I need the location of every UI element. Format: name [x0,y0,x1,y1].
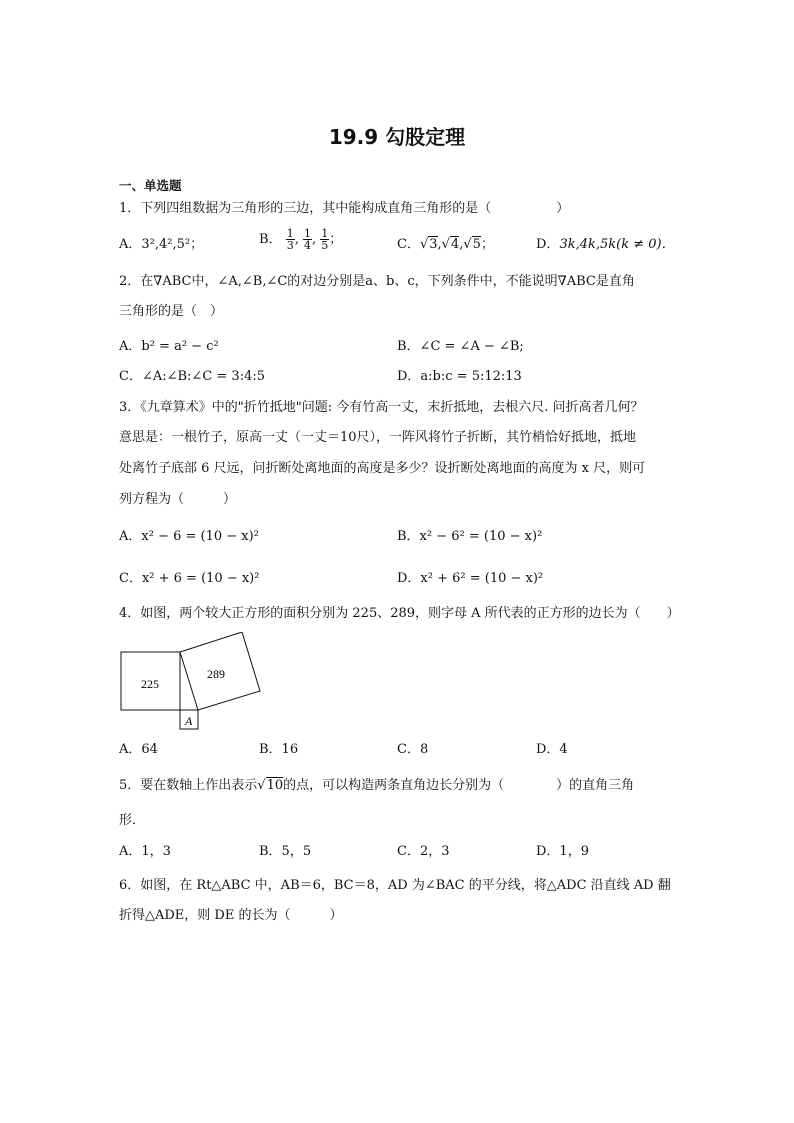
q1-option-b: B． $\frac{1}{3}$ , $\frac{1}{4}$ , $\frac{1}{5}$ ； [259,227,343,252]
q1-option-a: A．3²,4²,5²； [119,237,204,252]
q3-option-a: A．x² − 6 = (10 − x)² [119,529,259,544]
q4-squares-figure [115,632,265,734]
square-289-label: 289 [207,667,225,681]
q2-stem-line2: 三角形的是（ ） [119,304,224,319]
q3-option-b: B．x² − 6² = (10 − x)² [397,529,543,544]
q2-option-a: A．b² = a² − c² [119,339,219,354]
q4-stem: 4．如图，两个较大正方形的面积分别为 225、289，则字母 A 所代表的正方形的边长为（ ） [119,606,680,621]
q5-option-d: D．1，9 [536,844,589,859]
q1-stem: 1．下列四组数据为三角形的三边，其中能构成直角三角形的是（ ） [119,201,570,216]
q5-stem-line2: 形． [119,813,146,828]
q2-option-b: B．∠C = ∠A − ∠B; [397,339,524,354]
q5-stem-line1: 5．要在数轴上作出表示√10的点，可以构造两条直角边长分别为（ ）的直角三角 [119,778,635,793]
section-heading: 一、单选题 [119,178,182,193]
q3-option-c: C．x² + 6 = (10 − x)² [119,571,260,586]
q5-option-a: A．1，3 [119,844,171,859]
q5-option-b: B．5，5 [259,844,312,859]
q6-line1: 6．如图，在 Rt△ABC 中，AB＝6，BC＝8，AD 为∠BAC 的平分线，将△ADC 沿直线 AD 翻 [119,878,671,893]
q4-option-a: A．64 [119,742,158,757]
square-a-label: A [185,714,193,728]
q3-line3: 处离竹子底部 6 尺远，问折断处离地面的高度是多少？设折断处离地面的高度为 x 尺，则可 [119,461,646,476]
q4-option-b: B．16 [259,742,299,757]
q3-option-d: D．x² + 6² = (10 − x)² [397,571,544,586]
q3-line2: 意思是：一根竹子，原高一丈（一丈＝10尺），一阵风将竹子折断，其竹梢恰好抵地，抵地 [119,430,637,445]
q4-option-c: C．8 [397,742,429,757]
q4-option-d: D．4 [536,742,568,757]
q1-option-d: D．3k,4k,5k(k ≠ 0)． [536,237,675,252]
page-title: 19.9 勾股定理 [328,125,466,149]
square-225-label: 225 [141,677,159,691]
q3-line1: 3．《九章算术》中的"折竹抵地"问题: 今有竹高一丈，末折抵地，去根六尺. 问折高者几何？ [119,400,644,415]
q1-option-c: C．√3,√4,√5； [397,237,494,252]
q2-option-c: C．∠A:∠B:∠C = 3:4:5 [119,369,266,384]
q2-option-d: D．a:b:c = 5:12:13 [397,369,522,384]
q6-line2: 折得△ADE，则 DE 的长为（ ） [119,908,343,923]
q2-stem-line1: 2．在∇ABC中，∠A,∠B,∠C的对边分别是a、b、c，下列条件中，不能说明∇ABC是直角 [119,274,635,289]
q5-option-c: C．2，3 [397,844,450,859]
q3-line4: 列方程为（ ） [119,492,237,507]
